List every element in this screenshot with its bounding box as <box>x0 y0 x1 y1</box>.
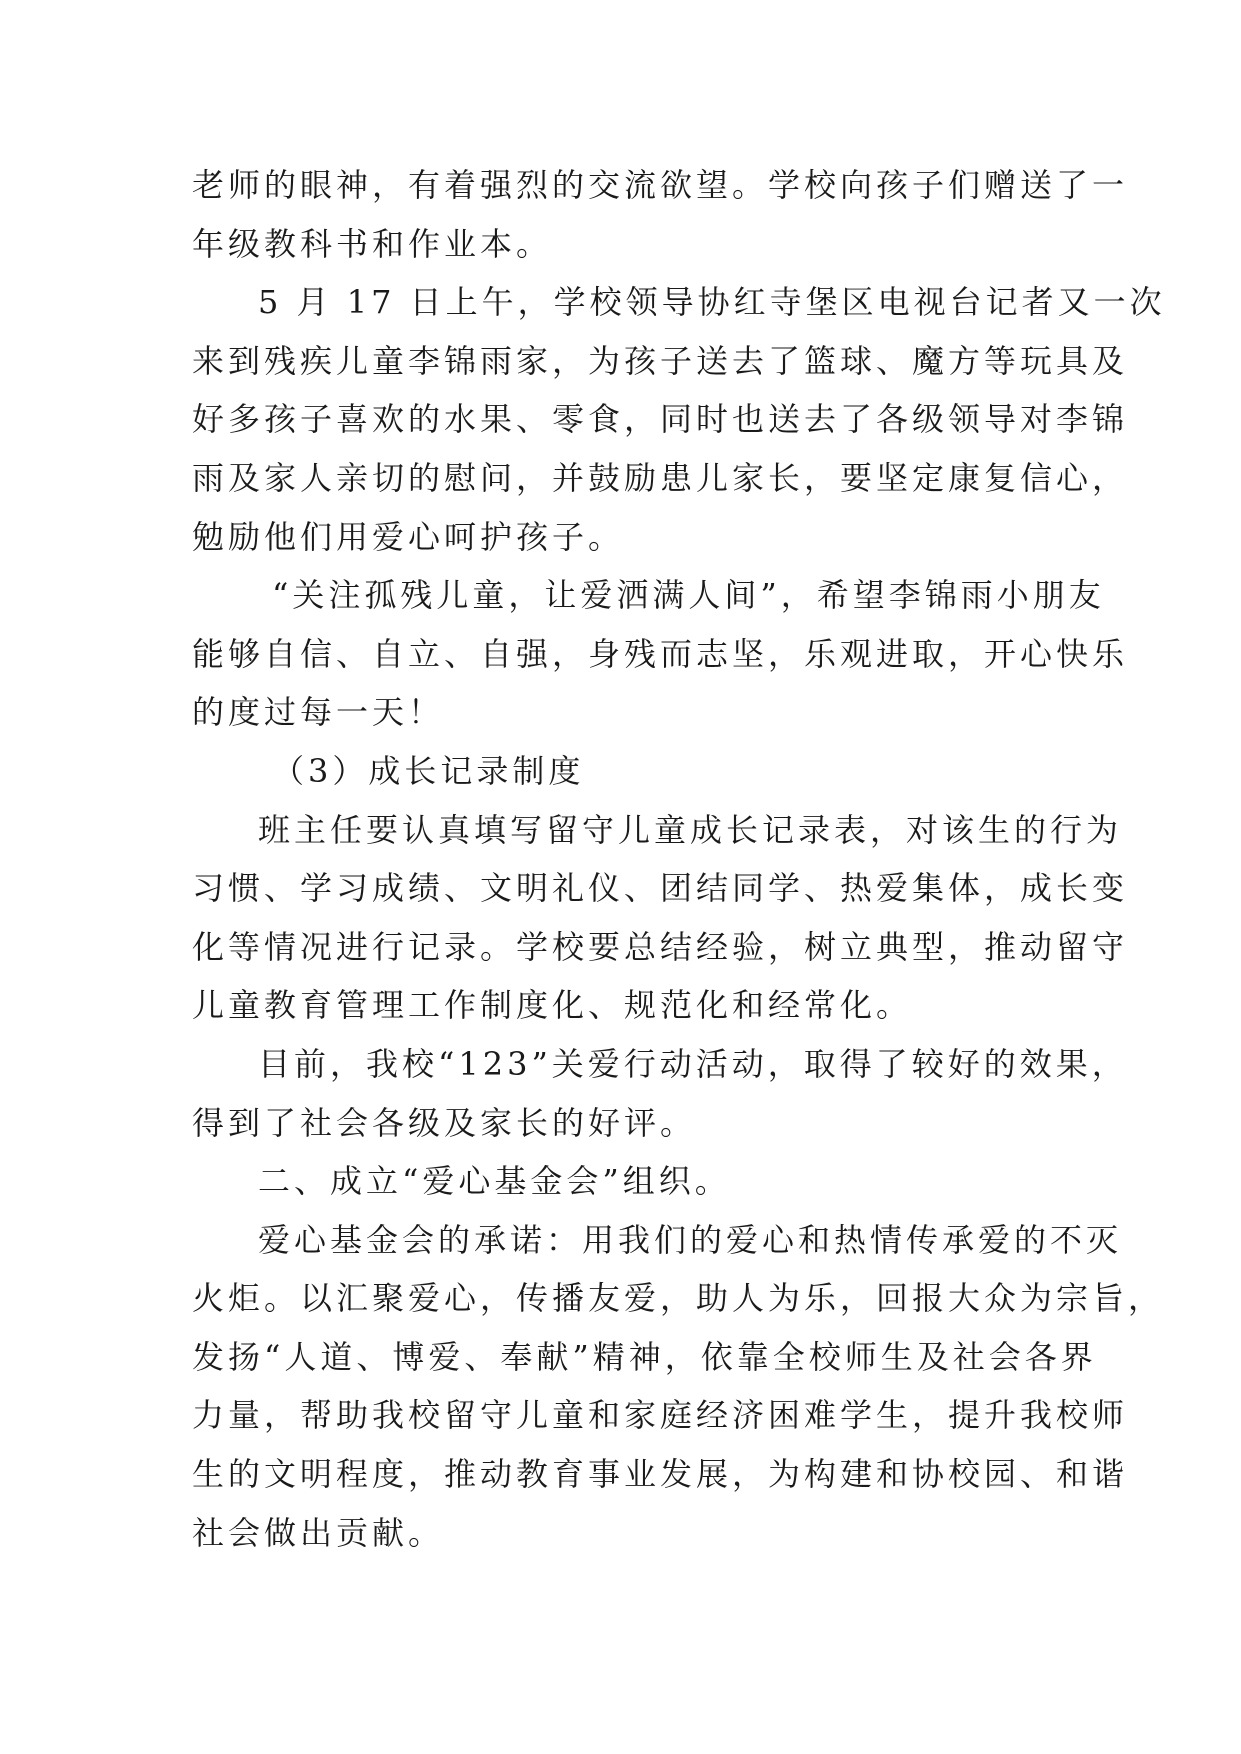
text-line: 好多孩子喜欢的水果、零食，同时也送去了各级领导对李锦 <box>192 400 1129 439</box>
text-line: 爱心基金会的承诺：用我们的爱心和热情传承爱的不灭 <box>258 1220 1123 1259</box>
text-line: “关注孤残儿童，让爱洒满人间”，希望李锦雨小朋友 <box>272 576 1105 615</box>
document-body <box>192 156 1166 1562</box>
text-line: 儿童教育管理工作制度化、规范化和经常化。 <box>192 986 913 1025</box>
text-line: 来到残疾儿童李锦雨家，为孩子送去了篮球、魔方等玩具及 <box>192 341 1129 380</box>
text-line: 得到了社会各级及家长的好评。 <box>192 1103 697 1142</box>
section-heading: 二、成立“爱心基金会”组织。 <box>258 1162 731 1201</box>
text-line: 火炬。以汇聚爱心，传播友爱，助人为乐，回报大众为宗旨， <box>192 1279 1165 1318</box>
text-line: 年级教科书和作业本。 <box>192 224 553 263</box>
text-line: 能够自信、自立、自强，身残而志坚，乐观进取，开心快乐 <box>192 634 1129 673</box>
text-line: 的度过每一天！ <box>192 693 445 732</box>
text-line: 老师的眼神，有着强烈的交流欲望。学校向孩子们赠送了一 <box>192 166 1129 204</box>
text-line: 社会做出贡献。 <box>192 1513 445 1552</box>
text-line: 化等情况进行记录。学校要总结经验，树立典型，推动留守 <box>192 927 1129 966</box>
text-line: 雨及家人亲切的慰问，并鼓励患儿家长，要坚定康复信心， <box>192 458 1129 497</box>
text-line: 生的文明程度，推动教育事业发展，为构建和协校园、和谐 <box>192 1455 1129 1494</box>
text-line: 班主任要认真填写留守儿童成长记录表，对该生的行为 <box>258 810 1123 849</box>
text-line: 5 月 17 日上午，学校领导协红寺堡区电视台记者又一次 <box>258 283 1166 322</box>
text-line: 目前，我校“123”关爱行动活动，取得了较好的效果， <box>258 1044 1128 1083</box>
text-line: 勉励他们用爱心呵护孩子。 <box>192 517 625 556</box>
section-heading: （3）成长记录制度 <box>272 751 585 790</box>
text-line: 发扬“人道、博爱、奉献”精神，依靠全校师生及社会各界 <box>192 1337 1097 1376</box>
text-line: 力量，帮助我校留守儿童和家庭经济困难学生，提升我校师 <box>192 1396 1129 1435</box>
text-line: 习惯、学习成绩、文明礼仪、团结同学、热爱集体，成长变 <box>192 869 1129 908</box>
